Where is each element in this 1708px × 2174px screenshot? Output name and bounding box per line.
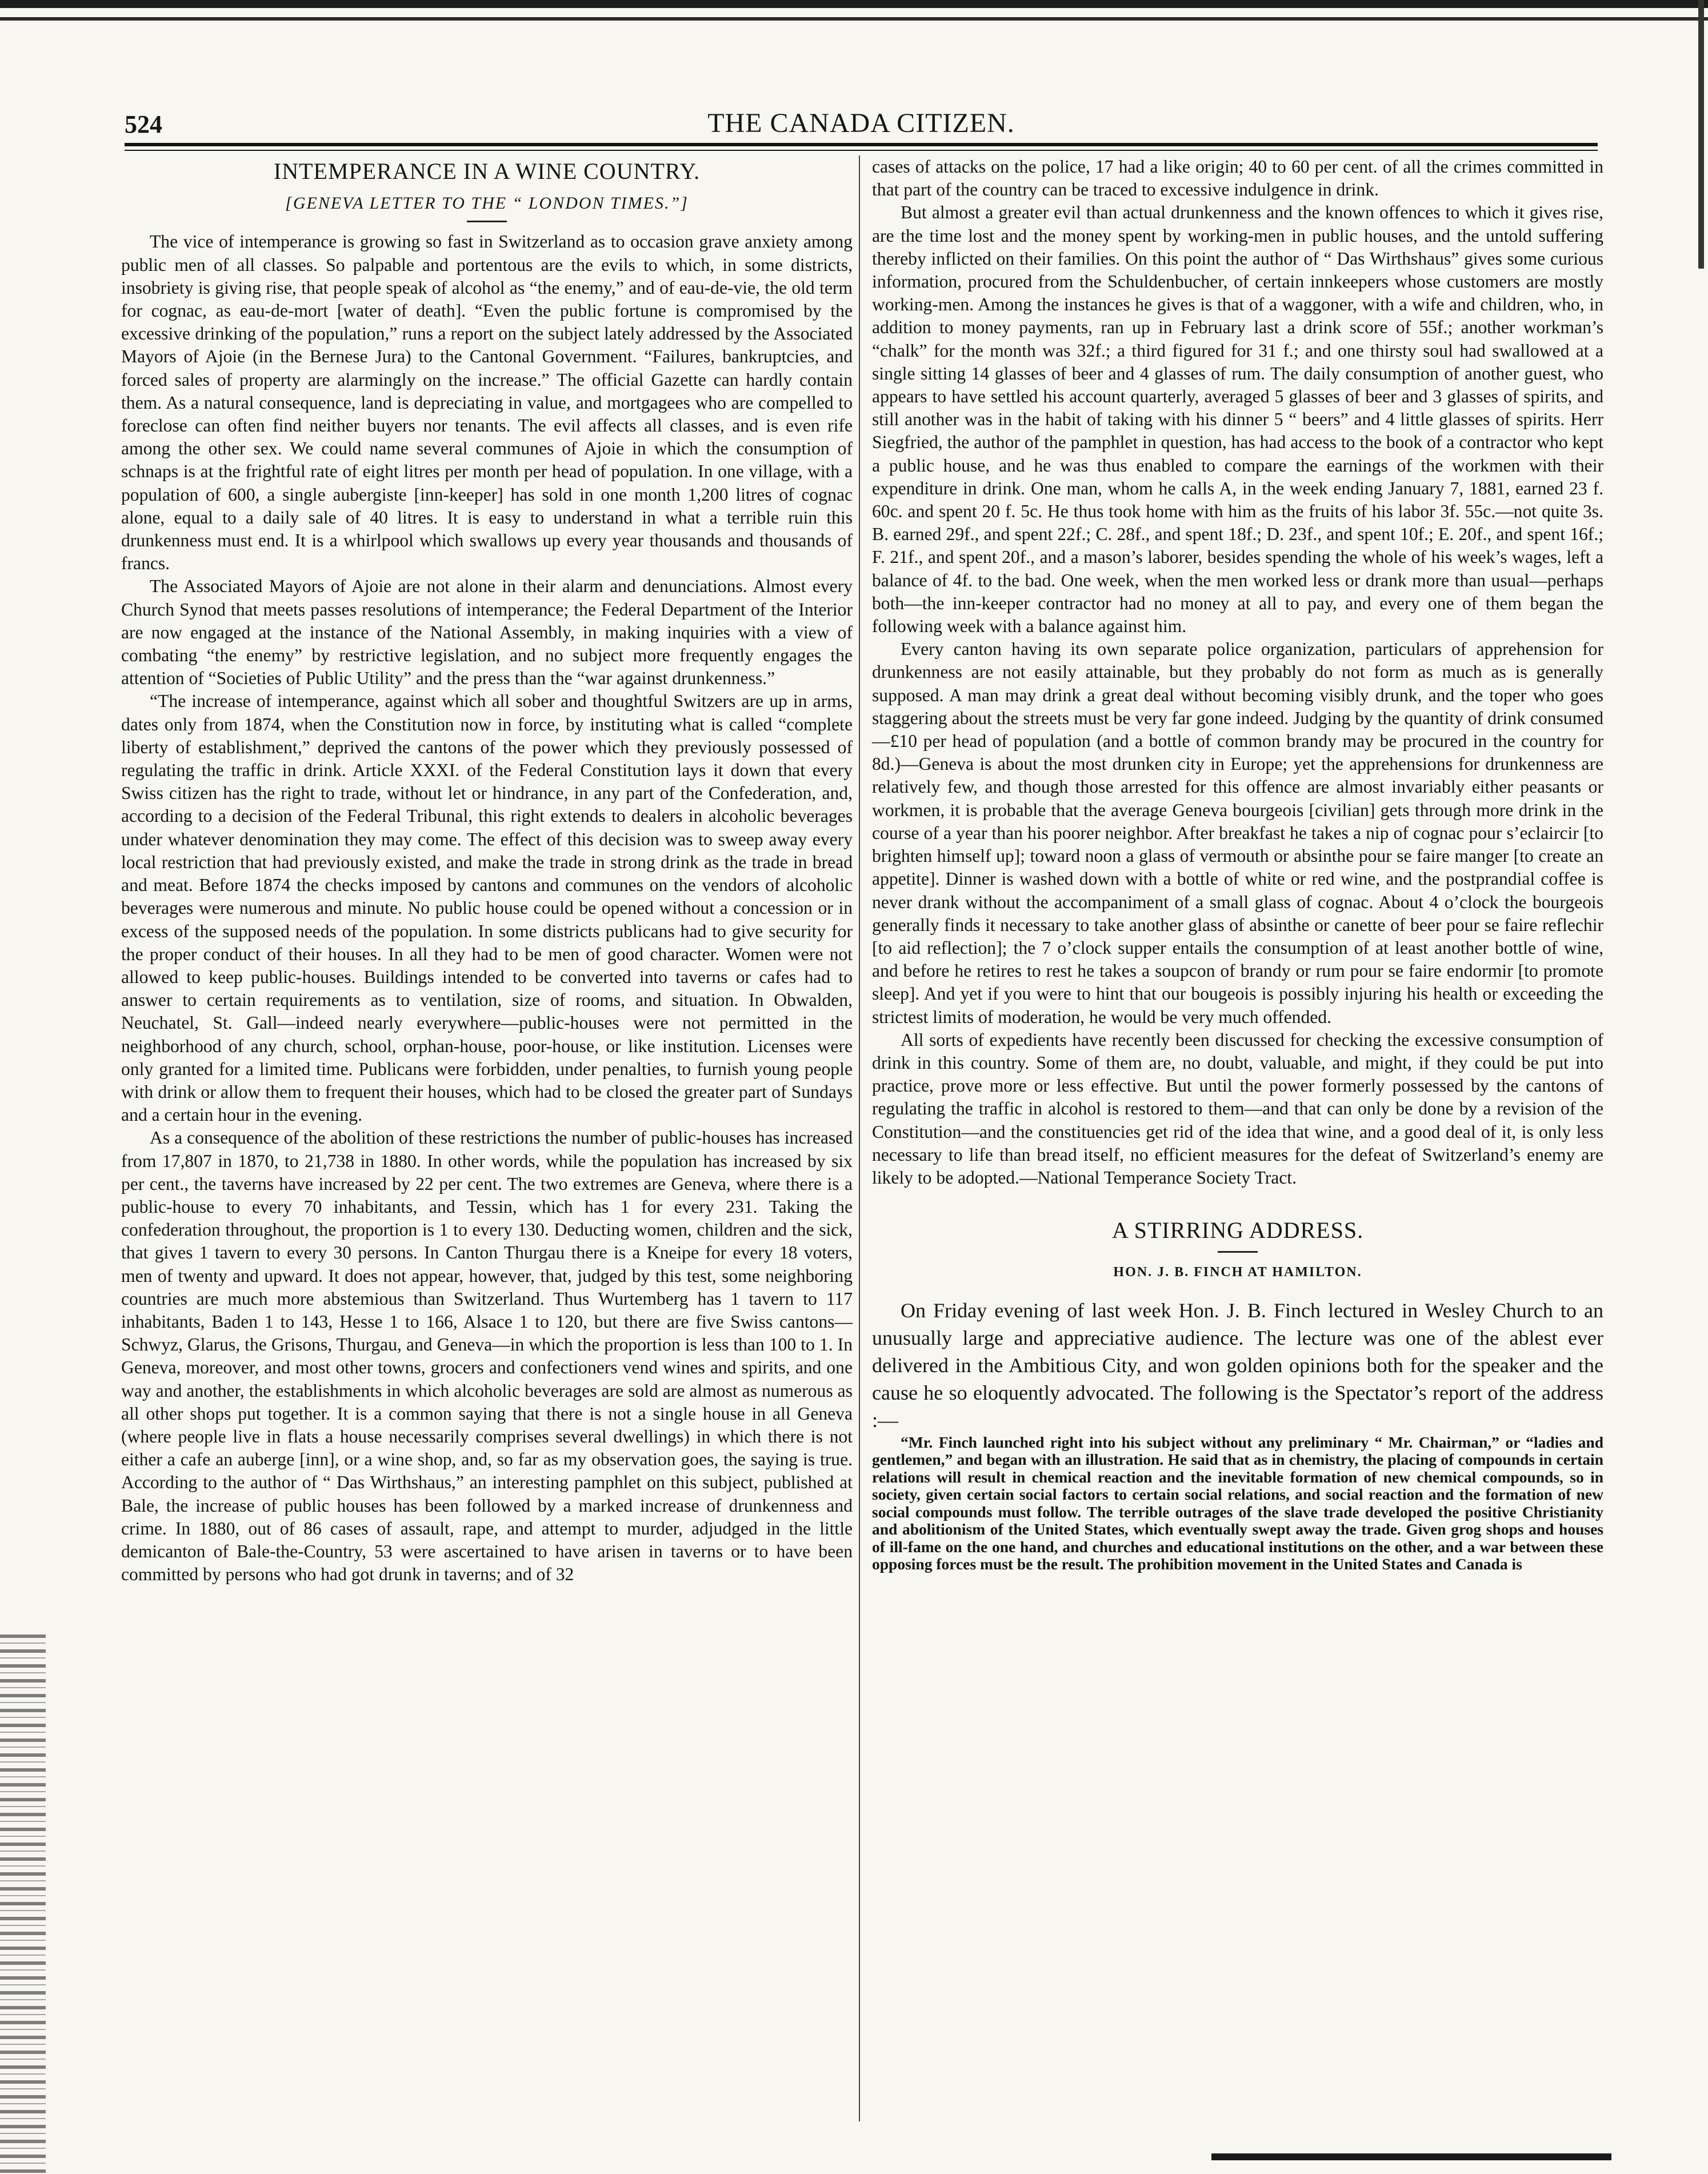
- header-rule: [125, 143, 1598, 146]
- left-column: [121, 155, 853, 1586]
- article-paragraph: The Associated Mayors of Ajoie are not alone in their alarm and denunciations. Almost every Church Synod that meets passes resolutions of intemperance; the Federal Department of the Interior are now engaged at the instance of the National Assembly, in making inquiries with a view of combating “the enemy” by restrictive legislation, and no subject more frequently engages the attention of “Societies of Public Utility” and the press than the “war against drunkenness.”: [121, 576, 853, 689]
- binding-edge: [0, 1635, 46, 2174]
- article-paragraph: But almost a greater evil than actual drunkenness and the known offences to which it gives rise, are the time lost and the money spent by working-men in public houses, and the untold suffering thereby inflicted on their families. On this point the author of “ Das Wirthshaus” gives some curious information, procured from the Schuldenbucher, of certain innkeepers whose customers are mostly working-men. Among the instances he gives is that of a waggoner, with a wife and children, who, in addition to money payments, ran up in February last a drink score of 55f.; another workman’s “chalk” for the month was 32f.; a third figured for 31 f.; and one thirsty soul had swallowed at a single sitting 14 glasses of beer and 4 glasses of rum. The daily consumption of another guest, who appears to have settled his account quarterly, averaged 5 glasses of beer and 3 glasses of spirits, and still another was in the habit of taking with his dinner 5 “ beers” and 4 little glasses of spirits. Herr Siegfried, the author of the pamphlet in question, has had access to the book of a contractor who kept a public house, and he was thus enabled to compare the earnings of the workmen with their expenditure in drink. One man, whom he calls A, in the week ending January 7, 1881, earned 23 f. 60c. and spent 20 f. 5c. He thus took home with him as the fruits of his labor 3f. 55c.—not quite 3s. B. earned 29f., and spent 22f.; C. 28f., and spent 18f.; D. 23f., and spent 10f.; E. 20f., and spent 16f.; F. 21f., and spent 20f., and a mason’s laborer, besides spending the whole of his week’s wages, left a balance of 4f. to the bad. One week, when the men worked less or drank more than usual—perhaps both—the inn-keeper contractor had no money at all to pay, and every one of them began the following week with a balance against him.: [872, 202, 1603, 637]
- column-divider: [859, 155, 860, 2121]
- bottom-scan-edge: [1211, 2153, 1611, 2160]
- section-gap: [872, 1189, 1603, 1214]
- article-source: [GENEVA LETTER TO THE “ LONDON TIMES.”]: [285, 194, 689, 213]
- right-column: [872, 155, 1603, 1573]
- article-paragraph: As a consequence of the abolition of these restrictions the number of public-houses has increased from 17,807 in 1870, to 21,738 in 1880. In other words, while the population has increased by six per cent., the taverns have increased by 22 per cent. The two extremes are Geneva, where there is a public-house to every 70 inhabitants, and Tessin, which has 1 for every 231. Taking the confederation throughout, the proportion is 1 to every 130. Deducting women, children and the sick, that gives 1 tavern to every 30 persons. In Canton Thurgau there is a Kneipe for every 18 voters, men of twenty and upward. It does not appear, however, that, judged by this test, some neighboring countries are much more abstemious than Switzerland. Thus Wurtemberg has 1 tavern to 117 inhabitants, Baden 1 to 143, Hesse 1 to 166, Alsace 1 to 120, but there are five Swiss cantons—Schwyz, Glarus, the Grisons, Thurgau, and Geneva—in which the proportion is less than 100 to 1. In Geneva, moreover, and most other towns, grocers and confectioners vend wines and spirits, and one way and another, the establishments in which alcoholic beverages are sold are almost as numerous as all other shops put together. It is a common saying that there is not a single house in all Geneva (where people live in flats a house necessarily comprises several dwellings) in which there is not either a cafe an auberge [inn], or a wine shop, and, so far as my observation goes, the saying is true. According to the author of “ Das Wirthshaus,” an interesting pamphlet on this subject, published at Bale, the increase of public houses has been followed by a marked increase of drunkenness and crime. In 1880, out of 86 cases of assault, rape, and attempt to murder, adjudged in the little demicanton of Bale-the-Country, 53 were ascertained to have arisen in taverns or to have been committed by persons who had got drunk in taverns; and of 32: [121, 1128, 853, 1585]
- page-header: [125, 104, 1598, 144]
- second-article-title: A STIRRING ADDRESS.: [1111, 1217, 1364, 1244]
- article-paragraph: Every canton having its own separate police organization, particulars of apprehension for drunkenness are not easily attainable, but they probably do not form as much as is generally supposed. A man may drink a great deal without becoming visibly drunk, and the toper who goes staggering about the streets must be very far gone indeed. Judging by the quantity of drink consumed—£10 per head of population (and a bottle of common brandy may be procured in the country for 8d.)—Geneva is about the most drunken city in Europe; yet the apprehensions for drunkenness are relatively few, and though those arrested for this offence are almost invariably either peasants or workmen, it is probable that the average Geneva bourgeois [civilian] gets through more drink in the course of a year than his poorer neighbor. After breakfast he takes a nip of cognac pour s’eclaircir [to brighten himself up]; toward noon a glass of vermouth or absinthe pour se faire manger [to create an appetite]. Dinner is washed down with a bottle of white or red wine, and the postprandial coffee is never drank without the accompaniment of a small glass of cognac. About 4 o’clock the bourgeois generally finds it necessary to take another glass of absinthe or canette of beer pour se faire reflechir [to aid reflection]; the 7 o’clock supper entails the consumption of at least another bottle of wine, and before he retires to rest he takes a soupcon of brandy or rum pour se faire endormir [to promote sleep]. And yet if you were to hint that our bougeois is possibly injuring his health or exceeding the strictest limits of moderation, he would be very much offended.: [872, 639, 1603, 1027]
- article-paragraph: “The increase of intemperance, against which all sober and thoughtful Switzers are up in arms, dates only from 1874, when the Constitution now in force, by instituting what is called “complete liberty of establishment,” deprived the cantons of the power which they previously possessed of regulating the traffic in drink. Article XXXI. of the Federal Constitution lays it down that every Swiss citizen has the right to trade, without let or hindrance, in any part of the Confederation, and, according to a decision of the Federal Tribunal, this right extends to dealers in alcoholic beverages under whatever denomination they may come. The effect of this decision was to sweep away every local restriction that had previously existed, and make the trade in strong drink as the trade in bread and meat. Before 1874 the checks imposed by cantons and communes on the vendors of alcoholic beverages were numerous and minute. No public house could be opened without a concession or in excess of the supposed needs of the population. In some districts publicans had to give security for the proper conduct of their houses. In all they had to be men of good character. Women were not allowed to keep public-houses. Buildings intended to be converted into taverns or cafes had to answer to certain requirements as to ventilation, size of rooms, and situation. In Obwalden, Neuchatel, St. Gall—indeed nearly everywhere—public-houses were not permitted in the neighborhood of any church, school, orphan-house, poor-house, or like institution. Licenses were only granted for a limited time. Publicans were forbidden, under penalties, to furnish young people with drink or allow them to frequent their houses, which had to be closed the greater part of Sundays and a certain hour in the evening.: [121, 691, 853, 1125]
- title-divider: [467, 221, 507, 222]
- article-byline: HON. J. B. FINCH AT HAMILTON.: [1113, 1265, 1362, 1280]
- article-title: INTEMPERANCE IN A WINE COUNTRY.: [273, 158, 701, 184]
- scan-edge-mark: [1698, 0, 1704, 269]
- top-scan-edge: [0, 0, 1708, 51]
- article-intro: On Friday evening of last week Hon. J. B. Finch lectured in Wesley Church to an unusually large and appreciative audience. The lecture was one of the ablest ever delivered in the Ambitious City, and won golden opinions both for the speaker and the cause he so eloquently advocated. The following is the Spectator’s report of the address :—: [872, 1298, 1603, 1432]
- article-paragraph: All sorts of expedients have recently been discussed for checking the excessive consumption of drink in this country. Some of them are, no doubt, valuable, and might, if they could be put into practice, prove more or less effective. But until the power formerly possessed by the cantons of regulating the traffic in alcohol is restored to them—and that can only be done by a revision of the Constitution—and the constituencies get rid of the idea that wine, and a good deal of it, is only less necessary to life than bread itself, no efficient measures for the defeat of Switzerland’s enemy are likely to be adopted.—National Temperance Society Tract.: [872, 1029, 1603, 1188]
- title-divider: [1218, 1251, 1258, 1253]
- newspaper-title: THE CANADA CITIZEN.: [707, 108, 1015, 138]
- article-paragraph: The vice of intemperance is growing so fast in Switzerland as to occasion grave anxiety among public men of all classes. So palpable and portentous are the evils to which, in some districts, insobriety is giving rise, that people speak of alcohol as “the enemy,” and of eau-de-vie, the old term for cognac, as eau-de-mort [water of death]. “Even the public fortune is compromised by the excessive drinking of the population,” runs a report on the subject lately addressed by the Associated Mayors of Ajoie (in the Bernese Jura) to the Cantonal Government. “Failures, bankruptcies, and forced sales of property are alarmingly on the increase.” The official Gazette can hardly contain them. As a natural consequence, land is depreciating in value, and mortgagees who are compelled to foreclose can often find neither buyers nor tenants. The evil affects all classes, and is even rife among the other sex. We could name several communes of Ajoie in which the consumption of schnaps is at the frightful rate of eight litres per month per head of population. In one village, with a population of 600, a single aubergiste [inn-keeper] has sold in one month 1,200 litres of cognac alone, equal to a daily sale of 40 litres. It is easy to understand in what a terrible ruin this drunkenness must end. It is a whirlpool which swallows up every year thousands and thousands of francs.: [121, 231, 853, 574]
- header-rule-thin: [125, 150, 1598, 151]
- page-number: 524: [125, 110, 162, 138]
- article-paragraph-continued: cases of attacks on the police, 17 had a like origin; 40 to 60 per cent. of all the crimes committed in that part of the country can be traced to excessive indulgence in drink.: [872, 157, 1603, 200]
- article-quote: “Mr. Finch launched right into his subject without any preliminary “ Mr. Chairman,” or “ladies and gentlemen,” and began with an illustration. He said that as in chemistry, the placing of compounds in certain relations will result in chemical reaction and the inevitable formation of new chemical compounds, so in society, given certain social factors to certain social relations, and social reaction and the formation of new social compounds must follow. The terrible outrages of the slave trade developed the positive Christianity and abolitionism of the United States, which eventually swept away the trade. Given grog shops and houses of ill-fame on the one hand, and churches and educational institutions on the other, and a war between these opposing forces must be the result. The prohibition movement in the United States and Canada is: [872, 1433, 1603, 1573]
